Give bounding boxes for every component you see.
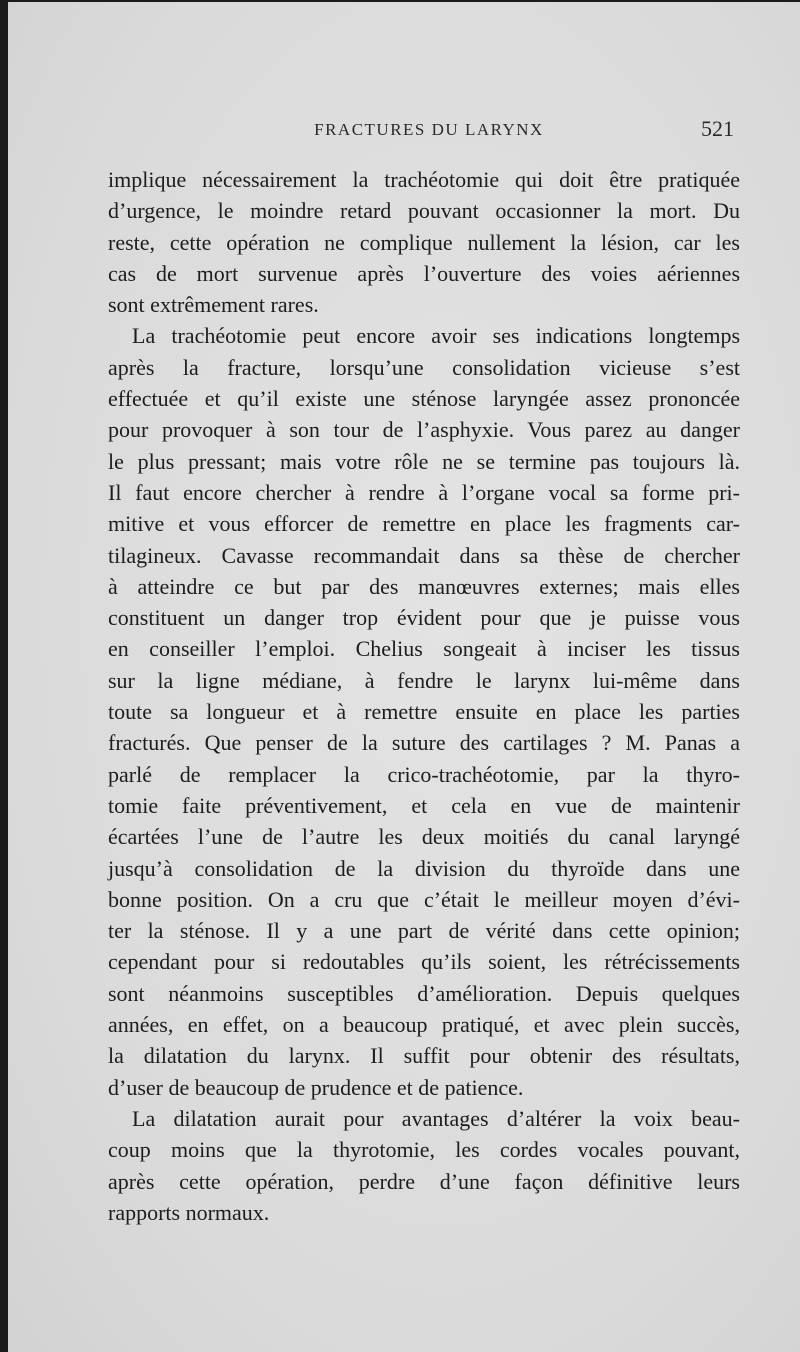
text-line: d’urgence, le moindre retard pouvant occasionner la mort. Du bbox=[108, 198, 740, 224]
text-line: implique nécessairement la trachéotomie qui doit être pratiquée bbox=[108, 167, 740, 192]
text-line: sont extrêmement rares. bbox=[108, 292, 319, 318]
text-line: Il faut encore chercher à rendre à l’organe vocal sa forme pri- bbox=[108, 479, 740, 505]
text-line: fracturés. Que penser de la suture des cartilages ? M. Panas a bbox=[108, 730, 740, 756]
text-line: bonne position. On a cru que c’était le meilleur moyen d’évi- bbox=[108, 886, 740, 912]
text-line: cependant pour si redoutables qu’ils soient, les rétrécissements bbox=[108, 949, 740, 975]
page-header bbox=[108, 116, 740, 146]
text-line: La dilatation aurait pour avantages d’altérer la voix beau- bbox=[132, 1105, 740, 1131]
text-line: années, en effet, on a beaucoup pratiqué, et avec plein succès, bbox=[108, 1012, 740, 1038]
text-line: coup moins que la thyrotomie, les cordes vocales pouvant, bbox=[108, 1137, 740, 1163]
text-line: le plus pressant; mais votre rôle ne se termine pas toujours là. bbox=[108, 448, 740, 474]
text-line: à atteindre ce but par des manœuvres externes; mais elles bbox=[108, 573, 740, 599]
text-line: toute sa longueur et à remettre ensuite en place les parties bbox=[108, 699, 740, 725]
text-line: après cette opération, perdre d’une façon définitive leurs bbox=[108, 1168, 740, 1194]
text-line: pour provoquer à son tour de l’asphyxie. Vous parez au danger bbox=[108, 417, 740, 443]
text-line: sur la ligne médiane, à fendre le larynx lui-même dans bbox=[108, 667, 740, 693]
text-line: La trachéotomie peut encore avoir ses indications longtemps bbox=[132, 323, 740, 349]
body-text bbox=[108, 164, 740, 1228]
text-line: tilagineux. Cavasse recommandait dans sa thèse de chercher bbox=[108, 542, 740, 568]
text-line: la dilatation du larynx. Il suffit pour obtenir des résultats, bbox=[108, 1043, 740, 1069]
text-line: d’user de beaucoup de prudence et de patience. bbox=[108, 1074, 524, 1100]
text-line: en conseiller l’emploi. Chelius songeait à inciser les tissus bbox=[108, 636, 740, 662]
running-title: FRACTURES DU LARYNX bbox=[314, 120, 544, 139]
text-line: effectuée et qu’il existe une sténose laryngée assez prononcée bbox=[108, 386, 740, 412]
text-line: mitive et vous efforcer de remettre en place les fragments car- bbox=[108, 511, 740, 537]
text-line: tomie faite préventivement, et cela en vue de maintenir bbox=[108, 792, 740, 818]
book-page bbox=[8, 2, 800, 1352]
text-line: reste, cette opération ne complique nullement la lésion, car les bbox=[108, 229, 740, 255]
text-line: sont néanmoins susceptibles d’amélioration. Depuis quelques bbox=[108, 980, 740, 1006]
text-line: rapports normaux. bbox=[108, 1199, 270, 1225]
page-number: 521 bbox=[701, 116, 734, 141]
text-line: constituent un danger trop évident pour que je puisse vous bbox=[108, 605, 740, 631]
text-line: parlé de remplacer la crico-trachéotomie, par la thyro- bbox=[108, 761, 740, 787]
book-gutter bbox=[0, 0, 8, 1352]
text-line: après la fracture, lorsqu’une consolidation vicieuse s’est bbox=[108, 354, 740, 380]
text-line: jusqu’à consolidation de la division du thyroïde dans une bbox=[108, 855, 740, 881]
text-line: ter la sténose. Il y a une part de vérité dans cette opinion; bbox=[108, 918, 740, 944]
text-line: écartées l’une de l’autre les deux moitiés du canal laryngé bbox=[108, 824, 740, 850]
text-line: cas de mort survenue après l’ouverture des voies aériennes bbox=[108, 260, 740, 286]
